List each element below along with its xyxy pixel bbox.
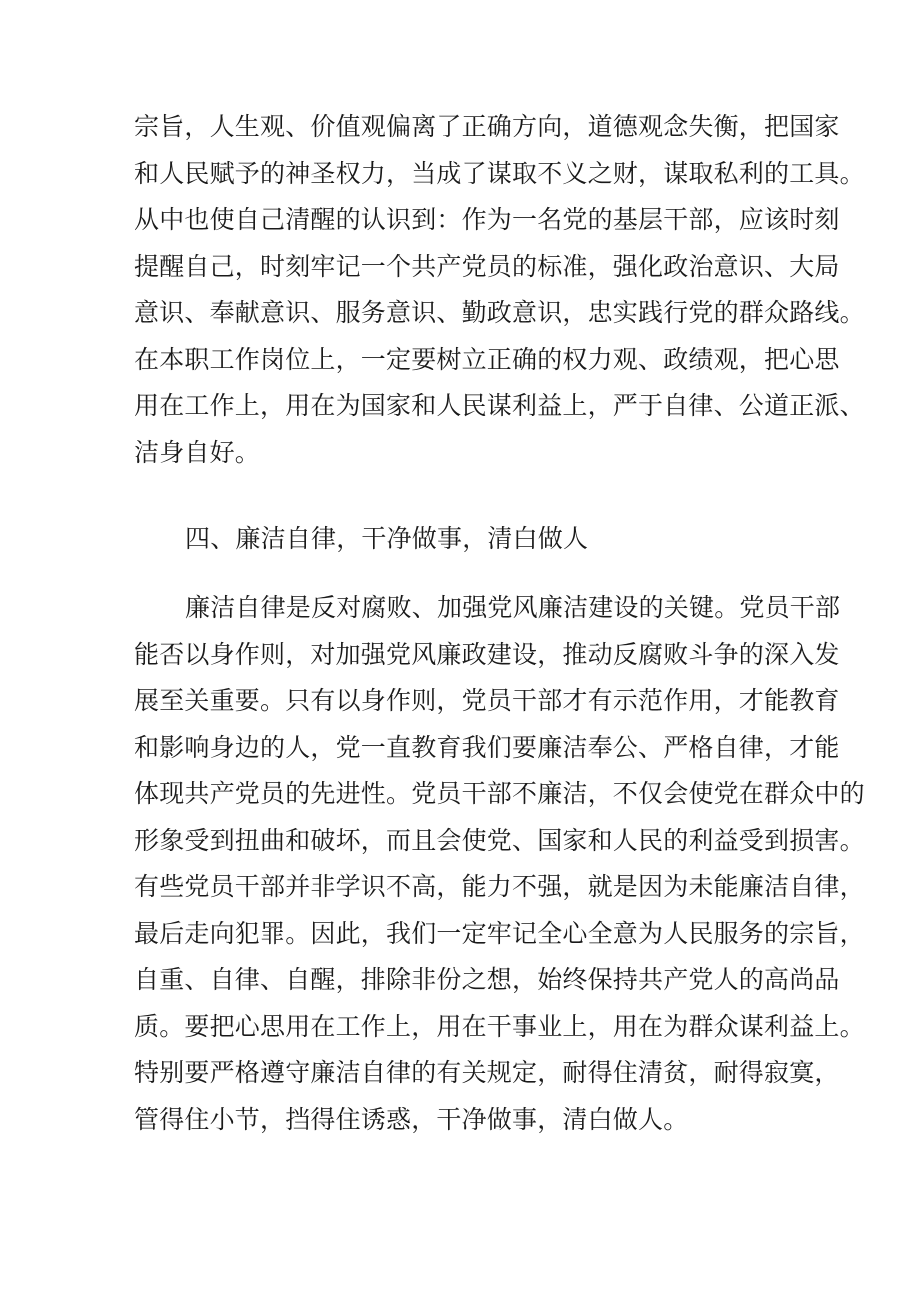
paragraph-2-line: 质。要把心思用在工作上，用在干事业上，用在为群众谋利益上。 bbox=[134, 1011, 865, 1041]
paragraph-2-line: 廉洁自律是反对腐败、加强党风廉洁建设的关键。党员干部 bbox=[185, 593, 841, 622]
paragraph-1-line: 意识、奉献意识、服务意识、勤政意识，忠实践行党的群众路线。 bbox=[134, 298, 865, 327]
paragraph-2-line: 展至关重要。只有以身作则，党员干部才有示范作用，才能教育 bbox=[134, 686, 840, 715]
section-heading-block bbox=[134, 516, 814, 563]
section-heading: 四、廉洁自律，干净做事，清白做人 bbox=[185, 524, 589, 553]
paragraph-2-line: 有些党员干部并非学识不高，能力不强，就是因为未能廉洁自律， bbox=[134, 872, 865, 901]
paragraph-2-line: 和影响身边的人，党一直教育我们要廉洁奉公、严格自律，才能 bbox=[134, 732, 840, 762]
paragraph-1-line: 从中也使自己清醒的认识到：作为一名党的基层干部，应该时刻 bbox=[134, 205, 840, 234]
paragraph-2-line: 特别要严格遵守廉洁自律的有关规定，耐得住清贫，耐得寂寞， bbox=[134, 1058, 840, 1087]
paragraph-2-line: 自重、自律、自醒，排除非份之想，始终保持共产党人的高尚品 bbox=[134, 965, 840, 994]
paragraph-1-line: 在本职工作岗位上，一定要树立正确的权力观、政绩观，把心思 bbox=[134, 344, 840, 374]
paragraph-1-line: 和人民赋予的神圣权力，当成了谋取不义之财，谋取私利的工具。 bbox=[134, 158, 865, 188]
paragraph-2 bbox=[134, 585, 865, 1143]
paragraph-2-line: 体现共产党员的先进性。党员干部不廉洁，不仅会使党在群众中的 bbox=[134, 779, 865, 808]
paragraph-2-line: 能否以身作则，对加强党风廉政建设，推动反腐败斗争的深入发 bbox=[134, 639, 840, 669]
paragraph-2-line: 最后走向犯罪。因此，我们一定牢记全心全意为人民服务的宗旨， bbox=[134, 918, 865, 948]
paragraph-2-line: 形象受到扭曲和破坏，而且会使党、国家和人民的利益受到损害。 bbox=[134, 825, 865, 855]
paragraph-1 bbox=[134, 104, 865, 476]
paragraph-1-line: 提醒自己，时刻牢记一个共产党员的标准，强化政治意识、大局 bbox=[134, 251, 840, 281]
paragraph-1-line: 宗旨，人生观、价值观偏离了正确方向，道德观念失衡，把国家 bbox=[134, 112, 840, 141]
paragraph-1-line: 洁身自好。 bbox=[134, 437, 261, 467]
paragraph-1-line: 用在工作上，用在为国家和人民谋利益上，严于自律、公道正派、 bbox=[134, 391, 865, 420]
paragraph-2-line: 管得住小节，挡得住诱惑，干净做事，清白做人。 bbox=[134, 1104, 689, 1134]
